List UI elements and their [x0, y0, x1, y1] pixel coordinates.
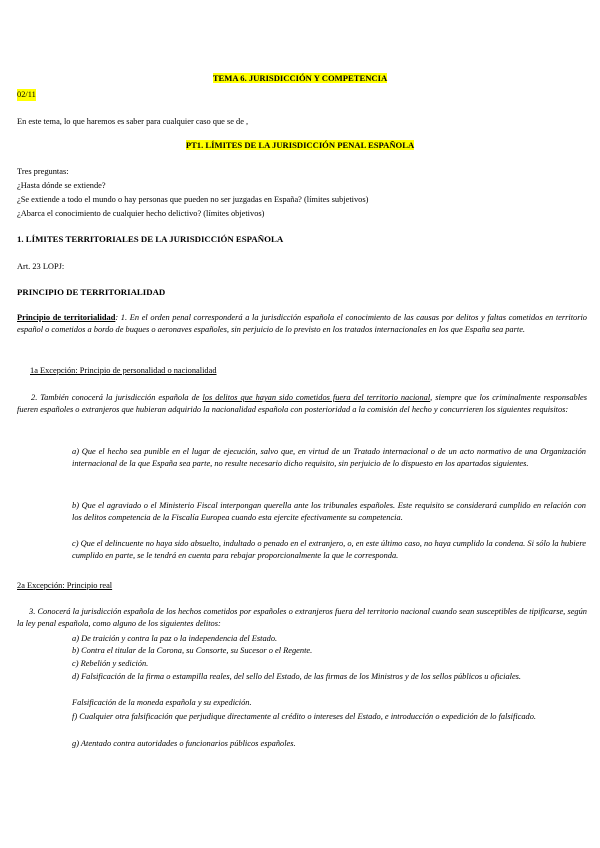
exception2-item-c: c) Rebelión y sedición.: [72, 659, 149, 668]
date-label: 02/11: [17, 90, 36, 99]
exception1-heading: 1a Excepción: Principio de personalidad o nacionalidad: [30, 366, 217, 375]
question-subjective: ¿Se extiende a todo el mundo o hay personas que pueden no ser juzgadas en España? (límites subjetivos): [17, 195, 369, 204]
exception1-paragraph: 2. También conocerá la jurisdicción española de los delitos que hayan sido cometidos fuera del territorio nacional, siempre que los criminalmente responsables fueren españoles o extranjeros que hubieran adquirido la nacionalidad española con posterioridad a la comisión del hecho y concurrieren los siguientes requisitos:: [17, 393, 587, 414]
question-extent: ¿Hasta dónde se extiende?: [17, 181, 106, 190]
exception2-item-g: g) Atentado contra autoridades o funcionarios públicos españoles.: [72, 739, 296, 748]
page-title: TEMA 6. JURISDICCIÓN Y COMPETENCIA: [212, 73, 388, 83]
intro-paragraph: En este tema, lo que haremos es saber para cualquier caso que se de ,: [17, 117, 249, 126]
exception2-paragraph: 3. Conocerá la jurisdicción española de los hechos cometidos por españoles o extranjeros fuera del territorio nacional cuando sean susceptibles de tipificarse, según la ley penal española, como alguno de los siguientes delitos:: [17, 607, 587, 628]
question-objective: ¿Abarca el conocimiento de cualquier hecho delictivo? (límites objetivos): [17, 209, 265, 218]
principle-heading: PRINCIPIO DE TERRITORIALIDAD: [17, 287, 166, 297]
exception2-item-e: Falsificación de la moneda española y su expedición.: [72, 698, 252, 707]
article-reference: Art. 23 LOPJ:: [17, 262, 65, 271]
exception2-heading: 2a Excepción: Principio real: [17, 581, 113, 590]
territoriality-paragraph: Principio de territorialidad: 1. En el orden penal corresponderá a la jurisdicción española el conocimiento de las causas por delitos y faltas cometidos en territorio español o cometidos a bordo de buques o aeronaves españoles, sin perjuicio de lo previsto en los tratados internacionales en los que España sea parte.: [17, 313, 587, 334]
exception1-item-a: a) Que el hecho sea punible en el lugar de ejecución, salvo que, en virtud de un Tratado internacional o de un acto normativo de una Organización internacional de la que España sea parte, no resulte necesario dicho requisito, sin perjuicio de lo dispuesto en los apartados siguientes.: [72, 447, 586, 468]
exception1-underlined: los delitos que hayan sido cometidos fuera del territorio nacional: [202, 393, 431, 402]
questions-intro: Tres preguntas:: [17, 167, 69, 176]
pt1-heading: PT1. LÍMITES DE LA JURISDICCIÓN PENAL ESPAÑOLA: [185, 140, 415, 150]
exception1-item-b: b) Que el agraviado o el Ministerio Fiscal interpongan querella ante los tribunales españoles. Este requisito se considerará cumplido en relación con los delitos competencia de la Fiscalía Europea cuando esta ejercite efectivamente su competencia.: [72, 501, 586, 522]
exception2-item-d: d) Falsificación de la firma o estampilla reales, del sello del Estado, de las firmas de los Ministros y de los sellos públicos u oficiales.: [72, 672, 522, 681]
exception1-item-c: c) Que el delincuente no haya sido absuelto, indultado o penado en el extranjero, o, en este último caso, no haya cumplido la condena. Si sólo la hubiere cumplido en parte, se le tendrá en cuenta para rebajar proporcionalmente la que le corresponda.: [72, 539, 586, 560]
exception2-item-a: a) De traición y contra la paz o la independencia del Estado.: [72, 634, 278, 643]
exception2-item-b: b) Contra el titular de la Corona, su Consorte, su Sucesor o el Regente.: [72, 646, 313, 655]
section1-heading: 1. LÍMITES TERRITORIALES DE LA JURISDICCIÓN ESPAÑOLA: [17, 234, 284, 244]
principle-label: Principio de territorialidad: [17, 313, 116, 322]
exception2-item-f: f) Cualquier otra falsificación que perjudique directamente al crédito o intereses del Estado, e introducción o expedición de lo falsificado.: [72, 712, 537, 721]
